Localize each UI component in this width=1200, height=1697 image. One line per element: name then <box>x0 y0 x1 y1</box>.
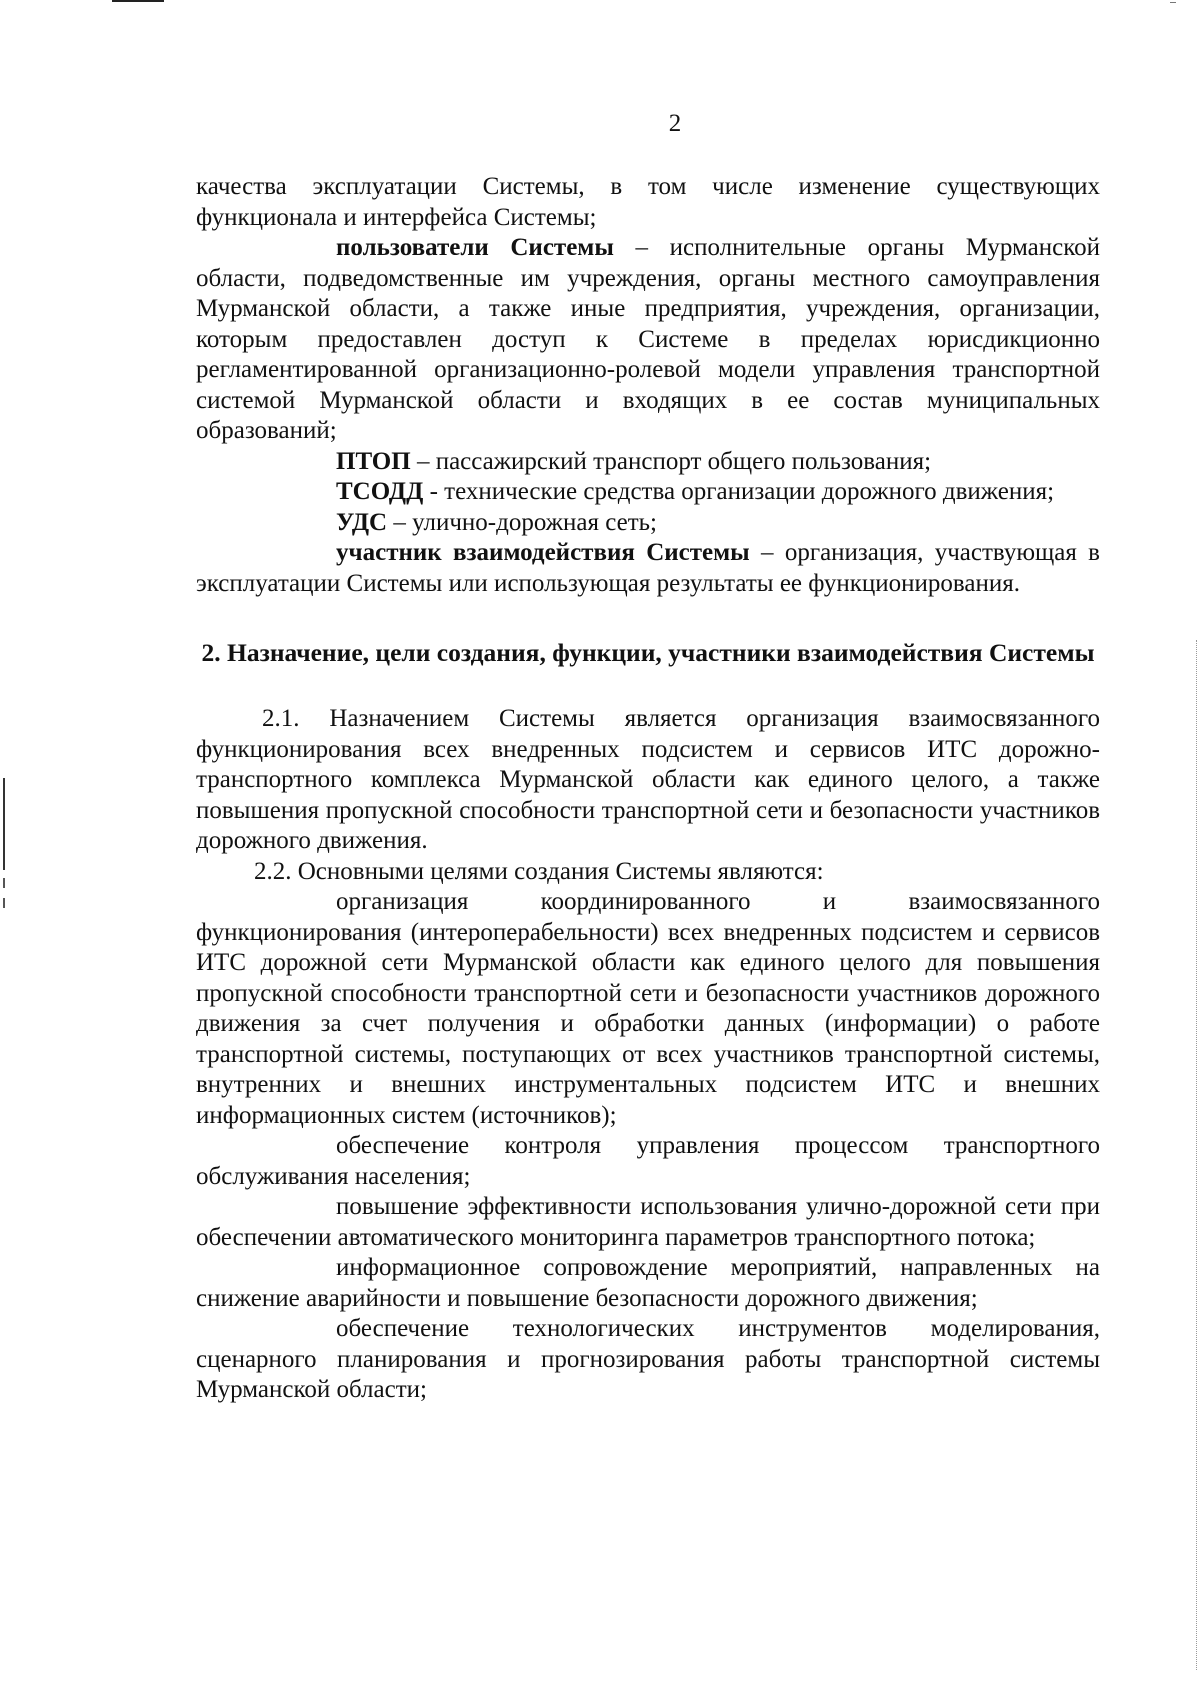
definition-text: – исполнительные органы Мурманской области, подведомственные им учреждения, органы местного самоуправления Мурманской области, а также иные предприятия, учреждения, организации, которым предоставлен доступ к Системе в пределах юрисдикционно регламентированной организационно-ролевой модели управления транспортной системой Мурманской области и входящих в ее состав муниципальных образований; <box>196 234 1100 444</box>
definition-text: - технические средства организации дорожного движения; <box>423 478 1055 505</box>
definition-text: – организация, участвующая в эксплуатации Системы или использующая результаты ее функционирования. <box>196 539 1100 597</box>
definition-paragraph <box>196 233 1100 447</box>
definition-paragraph <box>196 508 1100 539</box>
scan-right-edge <box>1196 640 1198 1670</box>
scan-top-rule <box>112 0 164 2</box>
definition-term: ПТОП <box>336 447 411 475</box>
definition-term: УДС <box>336 508 388 536</box>
document-body <box>196 172 1100 1406</box>
scan-left-edge-dash <box>3 878 5 888</box>
goal-text: обеспечение контроля управления процессом транспортного обслуживания населения; <box>196 1132 1100 1190</box>
goal-text: обеспечение технологических инструментов моделирования, сценарного планирования и прогнозирования работы транспортной системы Мурманской области; <box>196 1315 1100 1403</box>
goal-item <box>196 887 1100 1131</box>
scan-left-edge-bar <box>3 778 5 870</box>
section-heading: 2. Назначение, цели создания, функции, участники взаимодействия Системы <box>201 638 1095 667</box>
scan-top-right-mark <box>1170 2 1176 3</box>
definition-term: участник взаимодействия Системы <box>336 539 750 566</box>
page-number: 2 <box>668 110 682 137</box>
definition-paragraph <box>196 172 1100 233</box>
goal-text: повышение эффективности использования улично-дорожной сети при обеспечении автоматического мониторинга параметров транспортного потока; <box>196 1193 1100 1251</box>
definition-term: пользователи Системы <box>336 234 614 261</box>
goal-item <box>196 1314 1100 1406</box>
goal-item <box>196 1131 1100 1192</box>
clause-paragraph <box>196 857 1100 888</box>
paragraph-text: качества эксплуатации Системы, в том числе изменение существующих функционала и интерфейса Системы; <box>196 173 1100 231</box>
definition-paragraph <box>196 538 1100 599</box>
goal-text: информационное сопровождение мероприятий, направленных на снижение аварийности и повышение безопасности дорожного движения; <box>196 1254 1100 1312</box>
definition-paragraph <box>196 477 1100 508</box>
definition-text: – улично-дорожная сеть; <box>387 508 657 536</box>
clause-text: 2.2. Основными целями создания Системы являются: <box>254 857 824 885</box>
goal-item <box>196 1192 1100 1253</box>
definition-term: ТСОДД <box>336 478 424 505</box>
clause-text: 2.1. Назначением Системы является организация взаимосвязанного функционирования всех внедренных подсистем и сервисов ИТС дорожно-транспортного комплекса Мурманской области как единого целого, а также повышения пропускной способности транспортной сети и безопасности участников дорожного движения. <box>196 705 1100 854</box>
goal-item <box>196 1253 1100 1314</box>
goal-text: организация координированного и взаимосвязанного функционирования (интероперабельности) всех внедренных подсистем и сервисов ИТС дорожной сети Мурманской области как единого целого для повышения пропускной способности транспортной сети и безопасности участников дорожного движения за счет получения и обработки данных (информации) о работе транспортной системы, поступающих от всех участников транспортной системы, внутренних и внешних инструментальных подсистем ИТС и внешних информационных систем (источников); <box>196 888 1100 1129</box>
scan-left-edge-dash <box>3 898 5 908</box>
definition-paragraph <box>196 447 1100 478</box>
clause-paragraph <box>196 704 1100 857</box>
definition-text: – пассажирский транспорт общего пользования; <box>410 447 932 475</box>
